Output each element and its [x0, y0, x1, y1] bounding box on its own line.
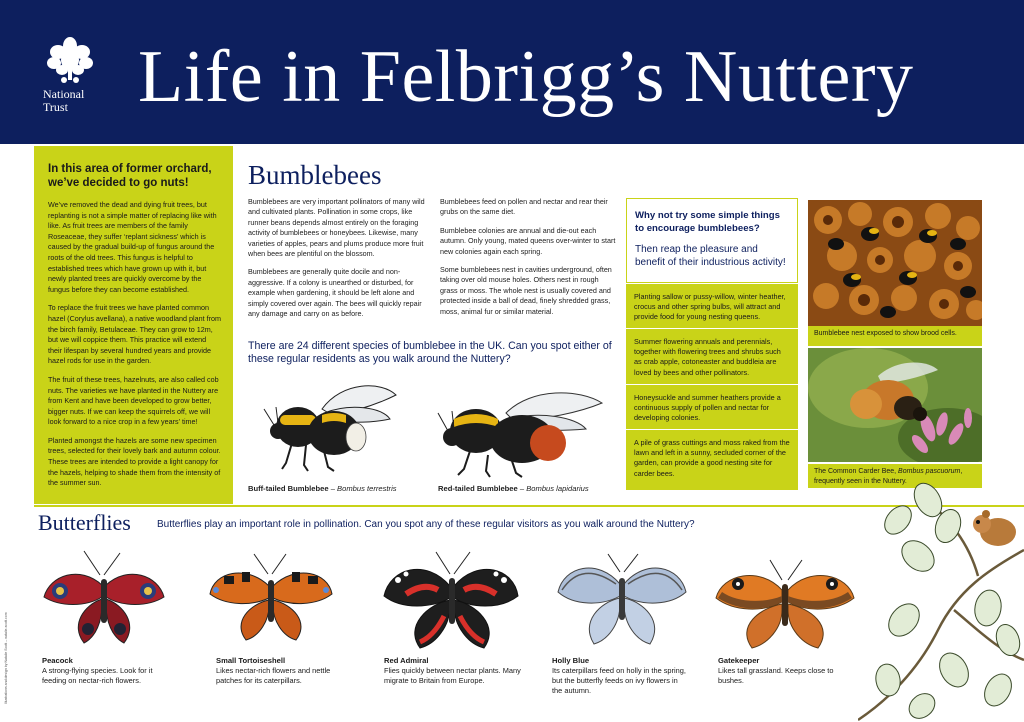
dormouse-illustration [973, 510, 1016, 546]
caption-text: The Common Carder Bee, [814, 468, 899, 475]
bumblebee-nest-photo [808, 200, 982, 326]
holly-blue-illustration [552, 550, 692, 650]
orchard-heading: In this area of former orchard, we’ve decided to go nuts! [48, 163, 212, 189]
page-title: Life in Felbrigg’s Nuttery [138, 36, 914, 118]
butterfly-description: Its caterpillars feed on holly in the spring, but the butterfly feeds on ivy flowers in the autumn. [552, 666, 686, 695]
butterfly-name: Gatekeeper [718, 656, 760, 665]
peacock-butterfly-illustration [40, 545, 168, 650]
butterfly-name: Peacock [42, 656, 73, 665]
orchard-paragraph: The fruit of these trees, hazelnuts, are also called cob nuts. The varieties we have planted in the Nuttery are from Kent and have been developed to grow better, bigger nuts. If we can keep the squirrels off, we will look forward to a nice crop in a few years’ time! [48, 374, 219, 427]
orchard-paragraph: Planted amongst the hazels are some new specimen trees, selected for their lovely bark and autumn colour. These trees are intended to provide a light canopy for the hazels, helping to shade them from the intensity of the summer sun. [48, 435, 221, 488]
butterfly-name: Red Admiral [384, 656, 429, 665]
bumblebee-paragraph: Bumblebees are very important pollinators of many wild and cultivated plants. Pollination in some crops, like runner beans depends almost entirely on the foraging activity of bumblebees or honeybees. Likewise, many varieties of apples, pears and plums produce more fruit when bees are plentiful on the blossom. [248, 197, 425, 259]
nest-photo-caption: Bumblebee nest exposed to show brood cells. [808, 326, 982, 346]
bumblebee-spot-text: There are 24 different species of bumblebee in the UK. Can you spot either of these regular residents as you walk around the Nuttery? [248, 340, 612, 365]
bumblebee-paragraph: Bumblebees are generally quite docile and non-aggressive. If a colony is unearthed or disturbed, for example when gardening, it should be left alone and simply covered over again. The bees will quickly repair any damage and carry on as before. [248, 267, 422, 319]
butterflies-title: Butterflies [38, 510, 131, 535]
butterfly-description: Likes tall grassland. Keeps close to bushes. [718, 666, 834, 685]
tips-subheading: Then reap the pleasure and benefit of their industrious activity! [635, 244, 786, 268]
header-banner [0, 0, 1024, 144]
buff-tailed-bumblebee-label: Buff-tailed Bumblebee – Bombus terrestris [248, 484, 397, 493]
national-trust-logo [34, 36, 106, 114]
tip-item: Summer flowering annuals and perennials, together with flowering trees and shrubs such as crab apple, cotoneaster and buddleia are loved by bees and other pollinators. [626, 329, 798, 384]
buff-tailed-bumblebee-illustration [262, 375, 402, 475]
bumblebee-paragraph: Bumblebee colonies are annual and die-out each autumn. Only young, mated queens over-winter to start new colonies again each spring. [440, 225, 616, 256]
carder-bee-photo [808, 348, 982, 462]
butterfly-description: Flies quickly between nectar plants. Many migrate to Britain from Europe. [384, 666, 521, 685]
caption-latin: Bombus pascuorum [898, 468, 961, 475]
tip-item: A pile of grass cuttings and moss raked from the lawn and left in a sunny, secluded corner of the garden, can provide a good nesting site for carder bees. [626, 430, 798, 490]
butterfly-name: Small Tortoiseshell [216, 656, 286, 665]
bee-common-name: Red-tailed Bumblebee [438, 484, 518, 493]
tips-heading-box [626, 198, 798, 283]
gatekeeper-illustration [712, 556, 858, 652]
bumblebee-paragraph: Bumblebees feed on pollen and nectar and rear their grubs on the same diet. [440, 197, 608, 217]
design-credit: Illustrations and design by Natalie Scott – natalie-scott.com [4, 612, 8, 704]
tip-item: Planting sallow or pussy-willow, winter heather, crocus and other spring bulbs, will attract and provide food for young nesting queens. [626, 284, 798, 328]
caption-text: , frequently seen in the Nuttery. [814, 468, 963, 485]
small-tortoiseshell-illustration [206, 550, 336, 645]
bee-latin-name: Bombus terrestris [337, 484, 397, 493]
bee-latin-name: Bombus lapidarius [526, 484, 589, 493]
logo-text [34, 88, 106, 114]
butterfly-description: A strong-flying species. Look for it feeding on nectar-rich flowers. [42, 666, 153, 685]
bumblebees-column-1 [248, 197, 426, 327]
hazel-branch-illustration [858, 480, 1024, 722]
bumblebees-column-2 [440, 197, 616, 325]
red-tailed-bumblebee-label: Red-tailed Bumblebee – Bombus lapidarius [438, 484, 589, 493]
tips-heading: Why not try some simple things to encourage bumblebees? [635, 210, 780, 234]
logo-line-2: Trust [43, 100, 68, 114]
tip-item: Honeysuckle and summer heathers provide a continuous supply of pollen and nectar for developing colonies. [626, 385, 798, 429]
orchard-paragraph: To replace the fruit trees we have planted common hazel (Corylus avellana), a native woodland plant from the birch family, Betulaceae. They can grow to 12m, but we will coppice them. This practice will extend their lifespan by several hundred years and provide hazel rods for use in the garden. [48, 303, 221, 366]
butterfly-description: Likes nectar-rich flowers and nettle patches for its caterpillars. [216, 666, 331, 685]
red-tailed-bumblebee-illustration [436, 383, 606, 478]
bee-common-name: Buff-tailed Bumblebee [248, 484, 329, 493]
bumblebees-title: Bumblebees [248, 160, 382, 190]
butterfly-name: Holly Blue [552, 656, 590, 665]
logo-line-1: National [43, 87, 85, 101]
bumblebee-paragraph: Some bumblebees nest in cavities underground, often taking over old mouse holes. Others nest in rough grass or moss. The whole nest is usually covered and protected inside a ball of dead, finely shredded grass, moss, animal fur or similar material. [440, 265, 612, 316]
butterflies-intro: Butterflies play an important role in pollination. Can you spot any of these regular visitors as you walk around the Nuttery? [157, 519, 695, 530]
orchard-paragraph: We’ve removed the dead and dying fruit trees, but replanting is not a simple matter of replacing like with like. As fruit trees are members of the family Roseaceae, they suffer ‘replant sickness’ which is caused by the gradual build-up of fungus around the roots of the old trees. This fungus is helpful to established trees which have grown up with it, but newly planted trees are quickly overcome by the fungus before they can become established. [48, 200, 217, 294]
orchard-panel [34, 146, 233, 504]
oak-leaf-icon [44, 36, 96, 86]
red-admiral-illustration [380, 546, 522, 654]
